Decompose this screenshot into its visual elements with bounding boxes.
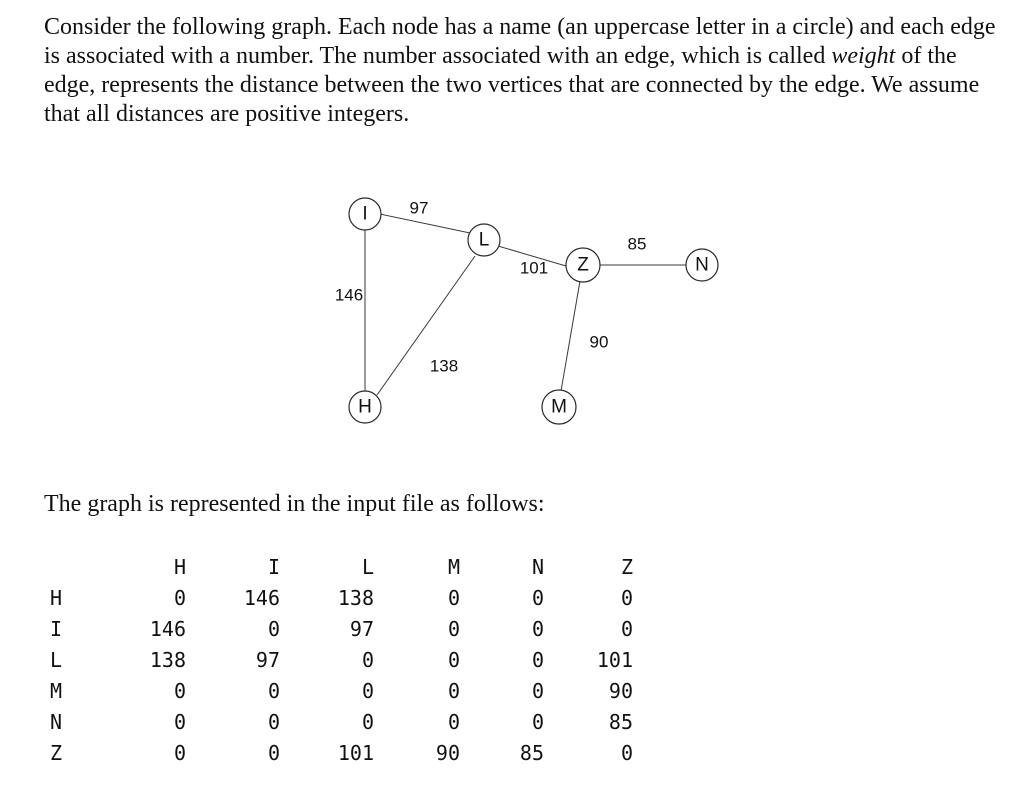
matrix-cell: 0	[531, 617, 544, 641]
matrix-row-header: L	[50, 648, 63, 672]
edge-weight-label: 138	[429, 356, 459, 376]
matrix-cell: 90	[435, 741, 460, 765]
matrix-cell: 0	[173, 679, 186, 703]
node-label: Z	[577, 254, 589, 276]
matrix-cell: 0	[361, 648, 374, 672]
intro-text-part2: of the edge, represents the distance between the two vertices that are connected by the edge. We assume that all distances are positive integers.	[44, 43, 980, 127]
matrix-cell: 0	[531, 679, 544, 703]
graph-node-h	[349, 391, 381, 423]
node-label: H	[358, 396, 372, 418]
edge-l-h	[377, 256, 475, 395]
matrix-cell: 138	[149, 648, 186, 672]
matrix-row-header: I	[50, 617, 63, 641]
matrix-cell: 0	[447, 617, 460, 641]
matrix-cell: 0	[173, 741, 186, 765]
matrix-cell: 0	[531, 710, 544, 734]
matrix-cell: 0	[620, 617, 633, 641]
matrix-cell: 85	[519, 741, 544, 765]
matrix-column-header: Z	[620, 555, 633, 579]
matrix-cell: 0	[267, 679, 280, 703]
edge-weight-label: 146	[334, 285, 364, 305]
matrix-cell: 0	[620, 741, 633, 765]
edge-weight-label: 97	[409, 198, 429, 218]
matrix-cell: 0	[447, 679, 460, 703]
node-label: L	[478, 229, 490, 251]
matrix-cell: 101	[337, 741, 374, 765]
edge-z-m	[561, 281, 580, 391]
node-label: M	[551, 396, 567, 418]
graph-node-i	[349, 198, 381, 230]
node-label: I	[362, 203, 368, 225]
matrix-cell: 0	[173, 586, 186, 610]
matrix-row-header: H	[50, 586, 63, 610]
matrix-cell: 85	[608, 710, 633, 734]
matrix-cell: 0	[173, 710, 186, 734]
graph-node-l	[468, 224, 500, 256]
edge-weight-label: 101	[519, 258, 549, 278]
matrix-cell: 97	[349, 617, 374, 641]
matrix-row-header: N	[50, 710, 63, 734]
matrix-column-header: H	[173, 555, 186, 579]
matrix-column-header: I	[267, 555, 280, 579]
node-label: N	[695, 254, 709, 276]
matrix-cell: 146	[149, 617, 186, 641]
representation-heading: The graph is represented in the input file as follows:	[44, 491, 545, 517]
matrix-column-header: M	[447, 555, 460, 579]
matrix-cell: 0	[267, 741, 280, 765]
matrix-cell: 0	[620, 586, 633, 610]
matrix-cell: 0	[267, 710, 280, 734]
intro-emphasis: weight	[831, 43, 896, 69]
graph-node-z	[566, 248, 600, 282]
edge-weight-label: 90	[589, 332, 609, 352]
matrix-cell: 0	[531, 648, 544, 672]
matrix-cell: 0	[361, 679, 374, 703]
matrix-cell: 0	[361, 710, 374, 734]
intro-text-part1: Consider the following graph. Each node has a name (an uppercase letter in a circle) and each edge is associated with a number. The number associated with an edge, which is called	[44, 14, 996, 69]
matrix-column-header: N	[531, 555, 544, 579]
matrix-cell: 101	[596, 648, 633, 672]
matrix-row-header: M	[50, 679, 63, 703]
matrix-cell: 0	[447, 710, 460, 734]
edge-weight-label: 85	[627, 234, 647, 254]
matrix-cell: 0	[447, 586, 460, 610]
matrix-cell: 146	[243, 586, 280, 610]
matrix-row-header: Z	[50, 741, 63, 765]
graph-node-m	[542, 390, 576, 424]
matrix-cell: 138	[337, 586, 374, 610]
matrix-cell: 97	[255, 648, 280, 672]
matrix-cell: 0	[531, 586, 544, 610]
matrix-cell: 90	[608, 679, 633, 703]
matrix-column-header: L	[361, 555, 374, 579]
matrix-cell: 0	[447, 648, 460, 672]
matrix-cell: 0	[267, 617, 280, 641]
graph-node-n	[686, 249, 718, 281]
